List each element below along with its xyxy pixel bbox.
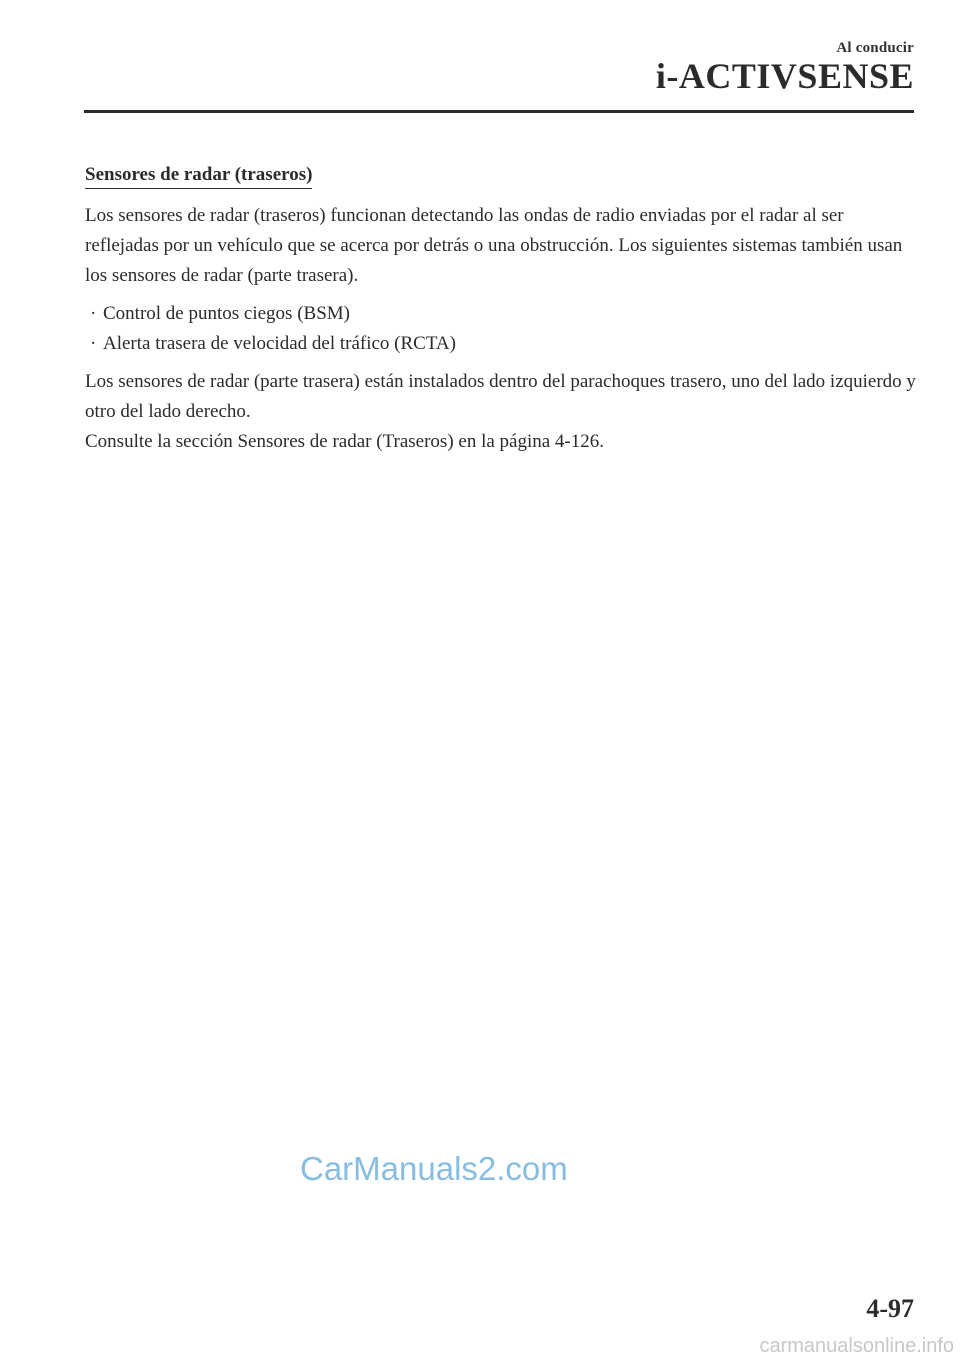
page-number: 4-97: [866, 1294, 914, 1323]
list-item: [85, 329, 917, 359]
subheading: Sensores de radar (traseros): [85, 163, 312, 189]
systems-list: [85, 299, 917, 359]
location-paragraph: Los sensores de radar (parte trasera) están instalados dentro del parachoques trasero, uno del lado izquierdo y otro del lado derecho.: [85, 371, 916, 422]
list-item: [85, 299, 917, 329]
intro-paragraph: Los sensores de radar (traseros) funcionan detectando las ondas de radio enviadas por el radar al ser reflejadas por un vehículo que se acerca por detrás o una obstrucción. Los siguientes sistemas también usan los sensores de radar (parte trasera).: [85, 205, 903, 286]
page-header: [656, 40, 914, 97]
watermark: CarManuals2.com: [300, 1150, 568, 1187]
bullet-dot-icon: ·: [90, 303, 97, 324]
chapter-title: Al conducir: [836, 40, 914, 56]
main-content: [85, 160, 917, 457]
reference-link[interactable]: Consulte la sección Sensores de radar (Traseros) en la página 4-126.: [85, 431, 605, 452]
section-title: i-ACTIVSENSE: [655, 56, 914, 96]
bullet-dot-icon: ·: [90, 333, 97, 354]
list-item-text: Alerta trasera de velocidad del tráfico (RCTA): [103, 333, 456, 354]
header-divider: [84, 110, 914, 113]
footer-url: carmanualsonline.info: [759, 1335, 954, 1357]
list-item-text: Control de puntos ciegos (BSM): [103, 303, 350, 324]
